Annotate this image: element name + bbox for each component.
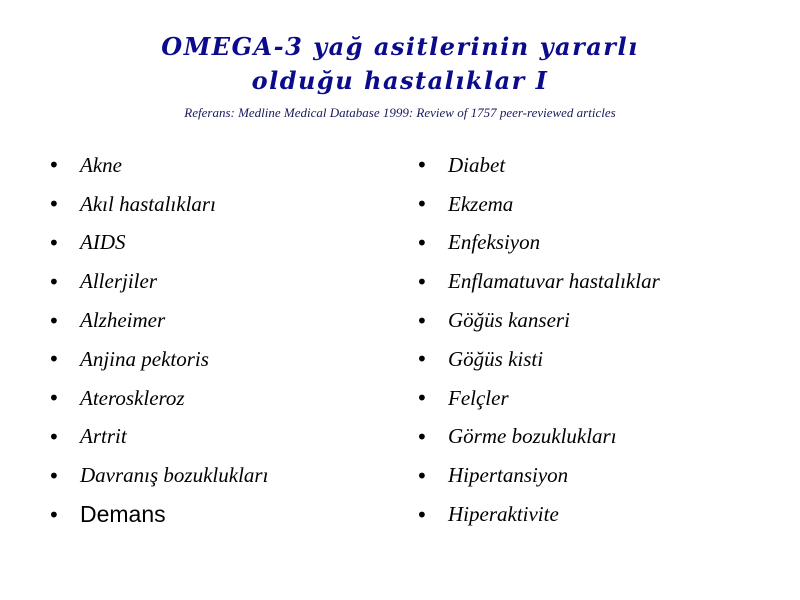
list-item xyxy=(46,495,386,534)
list-item xyxy=(46,146,386,185)
title-line-1: OMEGA-3 yağ asitlerinin yararlı xyxy=(161,32,639,61)
list-item-label: Görme bozuklukları xyxy=(448,424,617,449)
reference-text: Referans: Medline Medical Database 1999: Review of 1757 peer-reviewed articles xyxy=(184,105,616,120)
list-item-label: Hipertansiyon xyxy=(448,463,569,488)
left-disease-list xyxy=(46,146,386,534)
title-line-2: olduğu hastalıklar I xyxy=(251,66,549,95)
bullet-icon: • xyxy=(48,230,60,255)
list-item-label: Enflamatuvar hastalıklar xyxy=(448,269,660,294)
list-item-label: Demans xyxy=(80,501,166,528)
slide-title xyxy=(0,30,800,98)
list-item xyxy=(414,262,784,301)
bullet-icon: • xyxy=(48,153,60,178)
bullet-icon: • xyxy=(416,424,428,449)
list-item xyxy=(46,379,386,418)
bullet-icon: • xyxy=(416,153,428,178)
list-item xyxy=(46,340,386,379)
list-item xyxy=(46,224,386,263)
list-item-label: Ekzema xyxy=(448,191,514,216)
right-disease-list xyxy=(414,146,784,534)
list-item xyxy=(414,224,784,263)
list-item-label: AIDS xyxy=(80,230,126,255)
bullet-icon: • xyxy=(416,502,428,527)
list-item xyxy=(46,301,386,340)
bullet-icon: • xyxy=(416,386,428,411)
list-item-label: Göğüs kisti xyxy=(448,346,544,371)
list-item-label: Akne xyxy=(80,152,122,177)
bullet-icon: • xyxy=(48,386,60,411)
bullet-icon: • xyxy=(416,347,428,372)
list-item xyxy=(46,418,386,457)
bullet-icon: • xyxy=(416,230,428,255)
bullet-icon: • xyxy=(416,192,428,217)
bullet-icon: • xyxy=(416,463,428,488)
bullet-icon: • xyxy=(48,308,60,333)
list-item-label: Artrit xyxy=(80,424,127,449)
list-item-label: Davranış bozuklukları xyxy=(80,463,269,488)
list-item xyxy=(414,340,784,379)
list-item-label: Diabet xyxy=(448,152,506,177)
list-item xyxy=(414,495,784,534)
bullet-icon: • xyxy=(416,269,428,294)
list-item xyxy=(414,301,784,340)
list-item xyxy=(414,456,784,495)
bullet-icon: • xyxy=(48,347,60,372)
list-item xyxy=(414,418,784,457)
list-item xyxy=(46,185,386,224)
bullet-icon: • xyxy=(48,269,60,294)
bullet-icon: • xyxy=(416,308,428,333)
list-item xyxy=(46,456,386,495)
list-item-label: Enfeksiyon xyxy=(448,230,541,255)
list-item-label: Akıl hastalıkları xyxy=(80,191,216,216)
bullet-icon: • xyxy=(48,424,60,449)
list-item-label: Felçler xyxy=(448,385,509,410)
list-item-label: Alzheimer xyxy=(80,308,166,333)
bullet-icon: • xyxy=(48,502,60,527)
list-item-label: Ateroskleroz xyxy=(80,385,185,410)
list-item xyxy=(414,146,784,185)
list-item-label: Göğüs kanseri xyxy=(448,308,570,333)
bullet-icon: • xyxy=(48,192,60,217)
list-item-label: Anjina pektoris xyxy=(80,346,209,371)
list-item-label: Allerjiler xyxy=(80,269,157,294)
list-item xyxy=(414,185,784,224)
list-item xyxy=(46,262,386,301)
bullet-icon: • xyxy=(48,463,60,488)
list-item xyxy=(414,379,784,418)
list-item-label: Hiperaktivite xyxy=(448,502,559,527)
